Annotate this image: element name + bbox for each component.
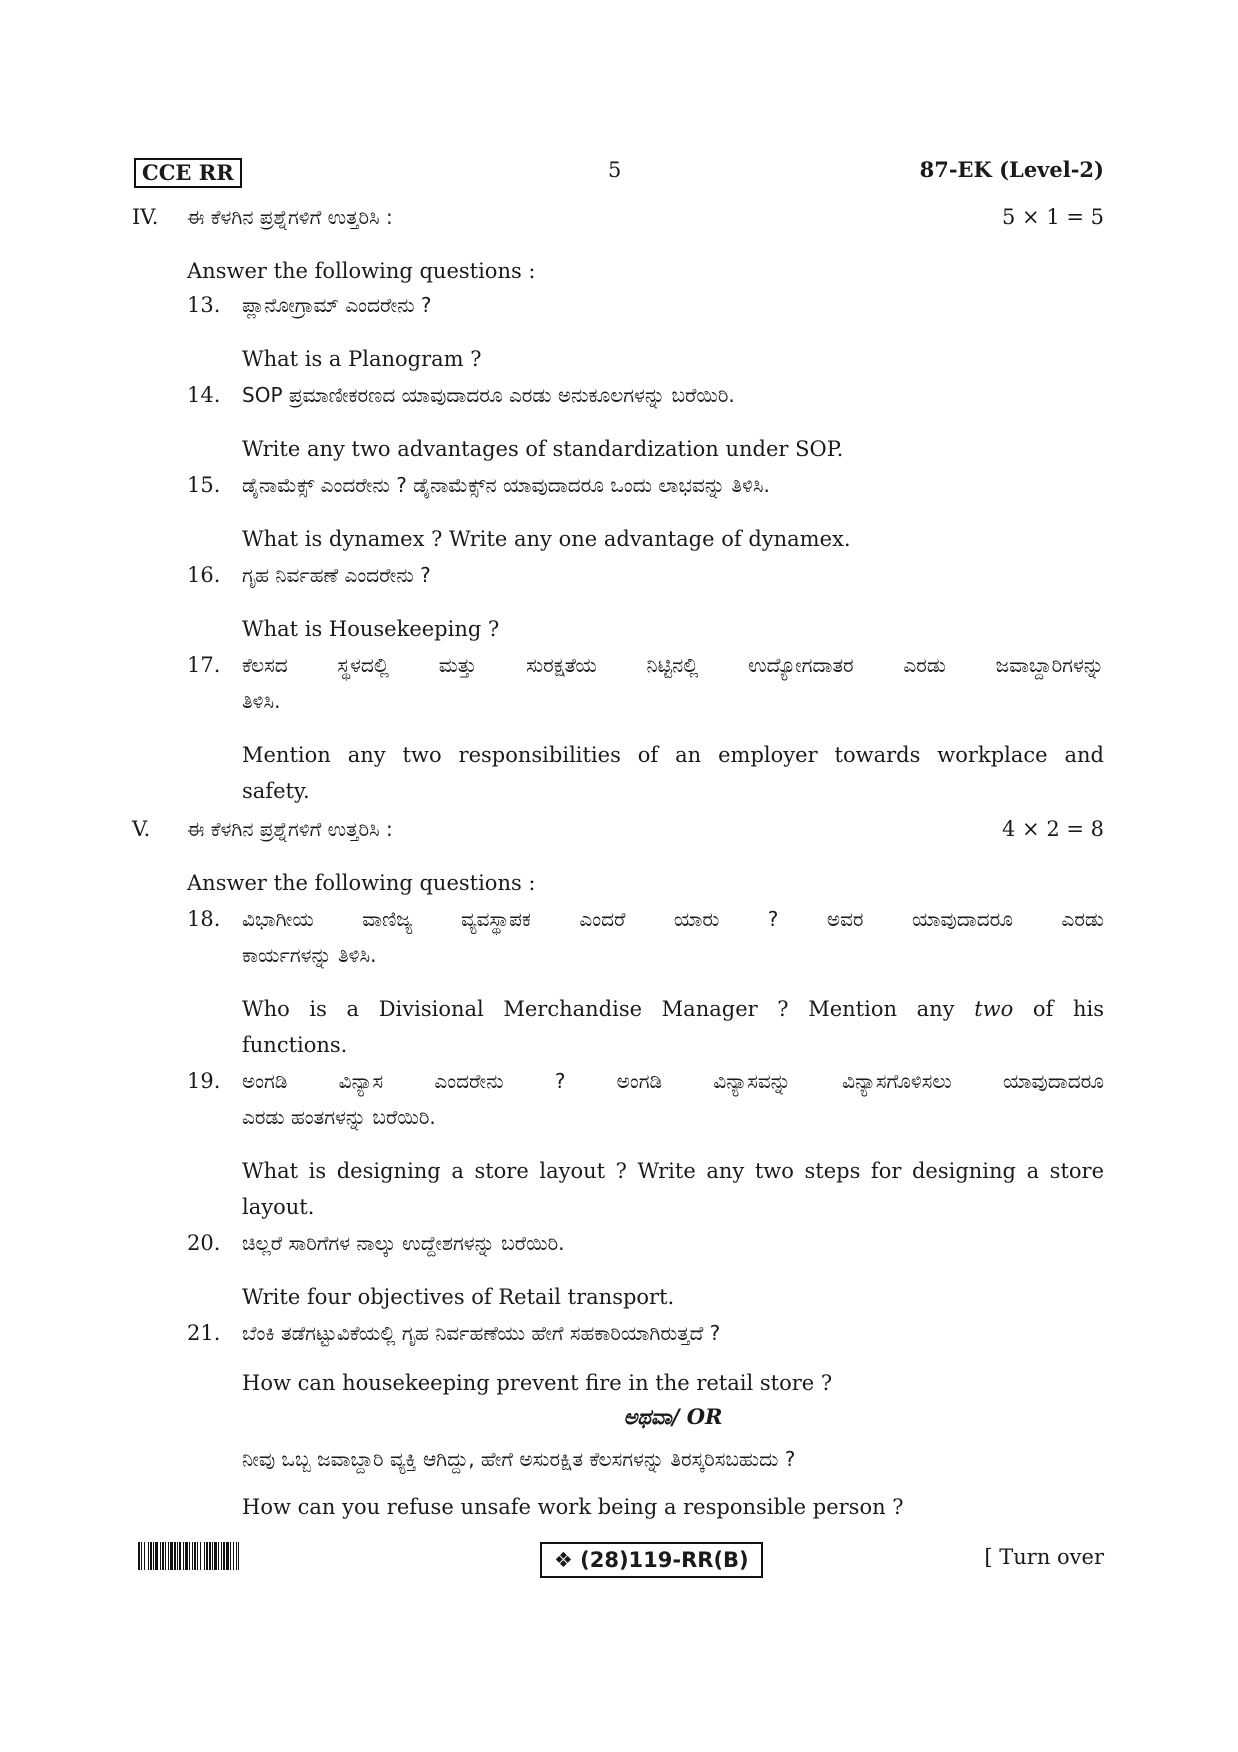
barcode [138,1542,241,1570]
question-text-en-cont: safety. [242,779,310,803]
question-text-kn: ಡೈನಾಮೆಕ್ಸ್ ಎಂದರೇನು ? ಡೈನಾಮೆಕ್ಸ್‌ನ ಯಾವುದಾದರೂ ಒಂದು ಲಾಭವನ್ನು ತಿಳಿಸಿ. [242,473,770,497]
question-text-en-cont: layout. [242,1195,315,1219]
alternate-question-kn: ನೀವು ಒಬ್ಬ ಜವಾಬ್ದಾರಿ ವ್ಯಕ್ತಿ ಆಗಿದ್ದು, ಹೇಗೆ ಅಸುರಕ್ಷಿತ ಕೆಲಸಗಳನ್ನು ತಿರಸ್ಕರಿಸಬಹುದು ? [242,1447,796,1471]
section-iv-instruction-kn: ಈ ಕೆಳಗಿನ ಪ್ರಶ್ನೆಗಳಿಗೆ ಉತ್ತರಿಸಿ : [187,205,393,229]
question-paper-code-box: ❖ (28)119-RR(B) [540,1542,763,1578]
barcode-bar [239,1542,241,1570]
question-text-kn: ಪ್ಲಾನೋಗ್ರಾಮ್ ಎಂದರೇನು ? [242,293,432,317]
question-text-kn-cont: ತಿಳಿಸಿ. [242,689,281,713]
question-text-en [242,994,1104,1024]
question-text-kn: ಗೃಹ ನಿರ್ವಹಣೆ ಎಂದರೇನು ? [242,563,431,587]
paper-code-box: CCE RR [134,158,242,188]
alternate-question-en: How can you refuse unsafe work being a responsible person ? [242,1495,904,1519]
section-iv-numeral: IV. [132,205,159,229]
question-number: 16. [187,563,221,587]
turn-over-note: [ Turn over [984,1545,1104,1569]
question-text-kn: ಚಿಲ್ಲರೆ ಸಾರಿಗೆಗಳ ನಾಲ್ಕು ಉದ್ದೇಶಗಳನ್ನು ಬರೆಯಿರಿ. [242,1231,565,1255]
question-text-en: What is designing a store layout ? Write any two steps for designing a store [242,1159,1104,1183]
question-text-kn: ವಿಭಾಗೀಯ ವಾಣಿಜ್ಯ ವ್ಯವಸ್ಥಾಪಕ ಎಂದರೆ ಯಾರು ? ಅವರ ಯಾವುದಾದರೂ ಎರಡು [242,907,1104,931]
question-text-kn-cont: ಎರಡು ಹಂತಗಳನ್ನು ಬರೆಯಿರಿ. [242,1105,436,1129]
question-text-en: What is Housekeeping ? [242,617,500,641]
section-v-instruction-en: Answer the following questions : [187,871,536,895]
or-separator: ಅಥವಾ/ OR [623,1404,723,1429]
question-number: 14. [187,383,221,407]
question-text-en: What is dynamex ? Write any one advantage of dynamex. [242,527,851,551]
question-text-en-a: Who is a Divisional Merchandise Manager ? Mention any [242,997,955,1021]
section-iv-marks: 5 × 1 = 5 [1002,205,1104,229]
question-number: 13. [187,293,221,317]
question-text-en-cont: functions. [242,1033,348,1057]
section-v-instruction-kn: ಈ ಕೆಳಗಿನ ಪ್ರಶ್ನೆಗಳಿಗೆ ಉತ್ತರಿಸಿ : [187,817,393,841]
page-number: 5 [608,158,622,182]
section-iv-instruction-en: Answer the following questions : [187,259,536,283]
subject-code: 87-EK (Level-2) [919,157,1104,182]
question-number: 21. [187,1321,221,1345]
question-number: 15. [187,473,221,497]
question-text-kn: ಕೆಲಸದ ಸ್ಥಳದಲ್ಲಿ ಮತ್ತು ಸುರಕ್ಷತೆಯ ನಿಟ್ಟಿನಲ್ಲಿ ಉದ್ಯೋಗದಾತರ ಎರಡು ಜವಾಬ್ದಾರಿಗಳನ್ನು [242,653,1104,677]
question-text-kn-cont: ಕಾರ್ಯಗಳನ್ನು ತಿಳಿಸಿ. [242,943,377,967]
section-v-marks: 4 × 2 = 8 [1002,817,1104,841]
question-text-en: Write four objectives of Retail transport. [242,1285,675,1309]
section-v-numeral: V. [132,817,151,841]
question-text-kn: SOP ಪ್ರಮಾಣೀಕರಣದ ಯಾವುದಾದರೂ ಎರಡು ಅನುಕೂಲಗಳನ್ನು ಬರೆಯಿರಿ. [242,383,735,407]
question-text-en-italic: two [974,997,1014,1021]
question-text-kn: ಅಂಗಡಿ ವಿನ್ಯಾಸ ಎಂದರೇನು ? ಅಂಗಡಿ ವಿನ್ಯಾಸವನ್ನು ವಿನ್ಯಾಸಗೊಳಿಸಲು ಯಾವುದಾದರೂ [242,1069,1104,1093]
question-number: 19. [187,1069,221,1093]
question-number: 20. [187,1231,221,1255]
question-number: 18. [187,907,221,931]
question-text-en: Mention any two responsibilities of an employer towards workplace and [242,743,1104,767]
question-text-kn: ಬೆಂಕಿ ತಡೆಗಟ್ಟುವಿಕೆಯಲ್ಲಿ ಗೃಹ ನಿರ್ವಹಣೆಯು ಹೇಗೆ ಸಹಕಾರಿಯಾಗಿರುತ್ತದೆ ? [242,1321,721,1345]
question-text-en: How can housekeeping prevent fire in the retail store ? [242,1371,833,1395]
question-text-en: What is a Planogram ? [242,347,482,371]
question-number: 17. [187,653,221,677]
question-text-en: Write any two advantages of standardization under SOP. [242,437,844,461]
question-text-en-b: of his [1032,997,1104,1021]
